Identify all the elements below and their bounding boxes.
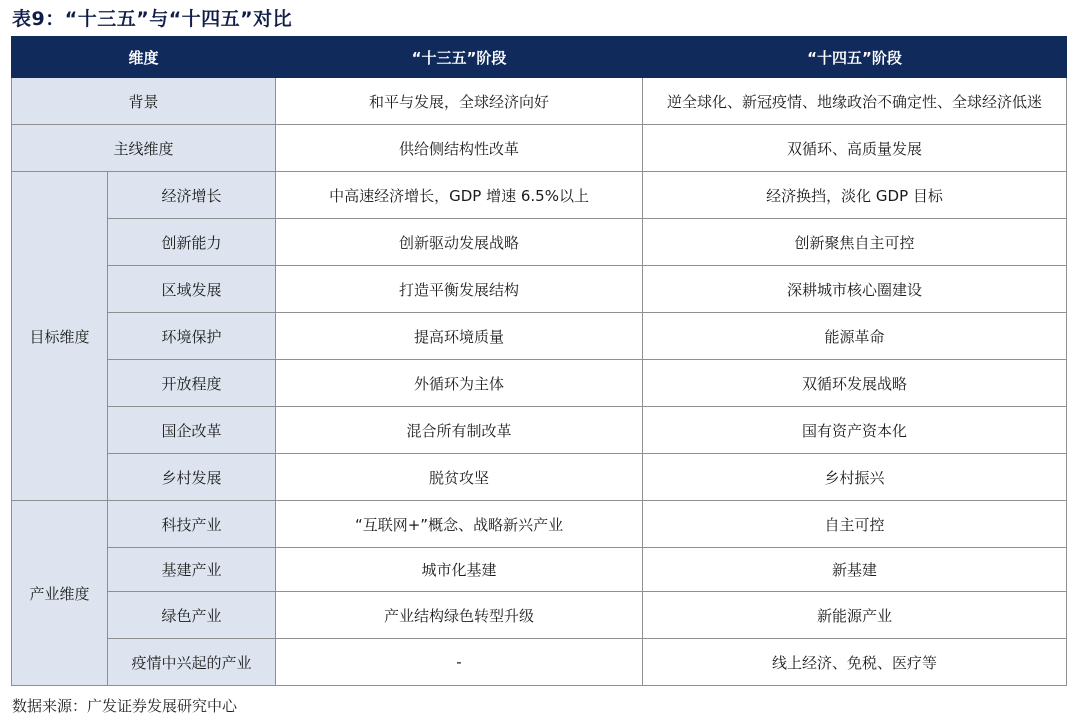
cell-13th: 中高速经济增长，GDP 增速 6.5%以上 [276,172,643,219]
table-row [12,172,1067,219]
row-label: 开放程度 [108,360,276,407]
cell-13th: 外循环为主体 [276,360,643,407]
cell-13th: 提高环境质量 [276,313,643,360]
group-label-industry: 产业维度 [12,501,108,686]
row-label: 科技产业 [108,501,276,548]
header-13th-plan: “十三五”阶段 [276,37,643,78]
header-dimension: 维度 [12,37,276,78]
row-label: 区域发展 [108,266,276,313]
table-row [12,125,1067,172]
row-label: 环境保护 [108,313,276,360]
table-row [12,454,1067,501]
row-label: 创新能力 [108,219,276,266]
table-row [12,360,1067,407]
cell-14th: 创新聚焦自主可控 [643,219,1067,266]
cell-13th: 混合所有制改革 [276,407,643,454]
table-row [12,266,1067,313]
cell-13th: “互联网+”概念、战略新兴产业 [276,501,643,548]
cell-14th: 自主可控 [643,501,1067,548]
header-14th-plan: “十四五”阶段 [643,37,1067,78]
cell-13th: - [276,639,643,686]
cell-13th: 创新驱动发展战略 [276,219,643,266]
row-label: 绿色产业 [108,592,276,639]
table-row [12,592,1067,639]
cell-14th: 新基建 [643,548,1067,592]
cell-14th: 新能源产业 [643,592,1067,639]
row-label: 经济增长 [108,172,276,219]
cell-13th: 脱贫攻坚 [276,454,643,501]
group-label-goal: 目标维度 [12,172,108,501]
table-row [12,219,1067,266]
table-row [12,501,1067,548]
cell-13th: 供给侧结构性改革 [276,125,643,172]
table-row [12,407,1067,454]
comparison-table [11,36,1067,686]
row-label: 主线维度 [12,125,276,172]
cell-13th: 城市化基建 [276,548,643,592]
row-label: 疫情中兴起的产业 [108,639,276,686]
row-label: 乡村发展 [108,454,276,501]
table-row [12,78,1067,125]
table-header-row [12,37,1067,78]
table-title: 表9：“十三五”与“十四五”对比 [12,8,293,30]
table-row [12,639,1067,686]
cell-14th: 双循环发展战略 [643,360,1067,407]
cell-14th: 乡村振兴 [643,454,1067,501]
cell-14th: 深耕城市核心圈建设 [643,266,1067,313]
cell-14th: 经济换挡，淡化 GDP 目标 [643,172,1067,219]
row-label: 基建产业 [108,548,276,592]
table-row [12,548,1067,592]
cell-13th: 和平与发展，全球经济向好 [276,78,643,125]
source-note: 数据来源：广发证券发展研究中心 [12,697,238,715]
cell-14th: 逆全球化、新冠疫情、地缘政治不确定性、全球经济低迷 [643,78,1067,125]
table-row [12,313,1067,360]
cell-14th: 国有资产资本化 [643,407,1067,454]
cell-14th: 能源革命 [643,313,1067,360]
row-label: 国企改革 [108,407,276,454]
cell-14th: 线上经济、免税、医疗等 [643,639,1067,686]
cell-13th: 打造平衡发展结构 [276,266,643,313]
row-label: 背景 [12,78,276,125]
cell-13th: 产业结构绿色转型升级 [276,592,643,639]
cell-14th: 双循环、高质量发展 [643,125,1067,172]
